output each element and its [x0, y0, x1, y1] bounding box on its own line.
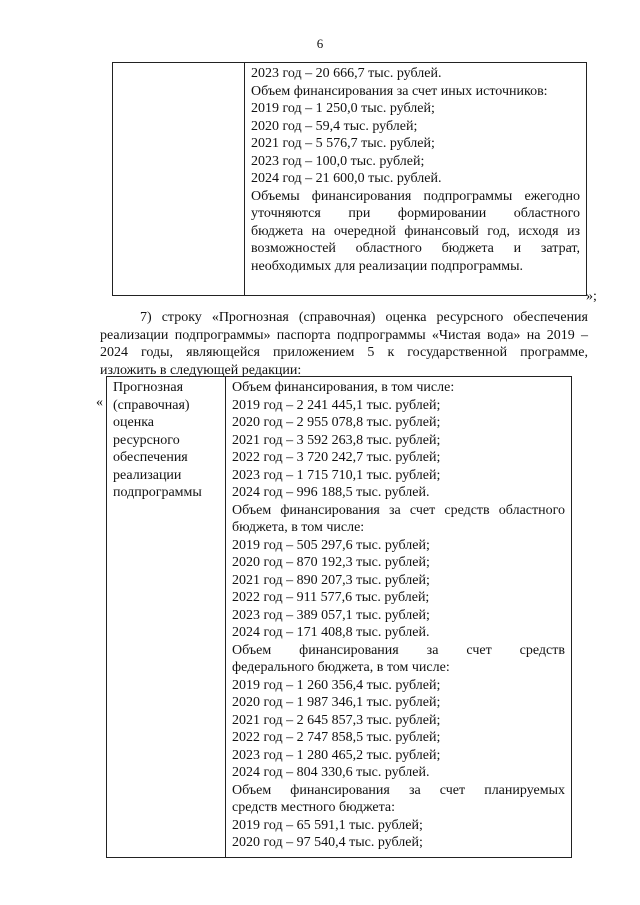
federal-line: 2021 год – 2 645 857,3 тыс. рублей; — [232, 712, 441, 728]
funding-line: 2024 год – 21 600,0 тыс. рублей. — [251, 171, 442, 186]
regional-header: Объем финансирования за счет средств областного — [232, 502, 565, 518]
funding-table-label-cell — [107, 377, 226, 858]
note-line: Объемы финансирования подпрограммы ежегодно — [251, 188, 580, 204]
federal-header: федерального бюджета, в том числе: — [232, 660, 450, 675]
label-line: (справочная) — [113, 397, 190, 413]
funding-table-content-cell — [226, 377, 572, 858]
funding-line: 2020 год – 59,4 тыс. рублей; — [251, 118, 418, 134]
paragraph-line: реализации подпрограммы» паспорта подпрограммы «Чистая вода» на 2019 – — [100, 327, 588, 343]
total-header: Объем финансирования, в том числе: — [232, 380, 455, 395]
local-header: Объем финансирования за счет планируемых — [232, 782, 565, 798]
regional-line: 2022 год – 911 577,6 тыс. рублей; — [232, 590, 430, 605]
federal-line: 2020 год – 1 987 346,1 тыс. рублей; — [232, 695, 441, 710]
opening-quote: « — [96, 395, 103, 410]
total-line: 2022 год – 3 720 242,7 тыс. рублей; — [232, 450, 441, 465]
top-table — [112, 62, 587, 296]
total-line: 2021 год – 3 592 263,8 тыс. рублей; — [232, 432, 441, 448]
local-line: 2019 год – 65 591,1 тыс. рублей; — [232, 817, 423, 833]
paragraph-line: 2024 годы, являющейся приложением 5 к государственной программе, — [100, 345, 588, 360]
federal-header: Объем финансирования за счет средств — [232, 642, 565, 658]
label-line: реализации — [113, 467, 182, 483]
funding-header: Объем финансирования за счет иных источников: — [251, 83, 548, 99]
regional-line: 2020 год – 870 192,3 тыс. рублей; — [232, 555, 430, 570]
funding-line: 2019 год – 1 250,0 тыс. рублей; — [251, 101, 435, 116]
label-line: ресурсного — [113, 432, 180, 448]
page-number: 6 — [316, 36, 324, 51]
funding-line: 2023 год – 100,0 тыс. рублей; — [251, 153, 425, 169]
regional-line: 2024 год – 171 408,8 тыс. рублей. — [232, 625, 430, 640]
total-line: 2023 год – 1 715 710,1 тыс. рублей; — [232, 467, 441, 483]
local-header: средств местного бюджета: — [232, 800, 396, 815]
regional-line: 2023 год – 389 057,1 тыс. рублей; — [232, 607, 430, 623]
label-line: Прогнозная — [113, 380, 184, 395]
total-line: 2019 год – 2 241 445,1 тыс. рублей; — [232, 397, 441, 413]
label-line: оценка — [113, 415, 155, 430]
federal-line: 2024 год – 804 330,6 тыс. рублей. — [232, 765, 430, 780]
note-line: возможностей областного бюджета и затрат, — [251, 241, 580, 256]
note-line: бюджета на очередной финансовый год, исходя из — [251, 223, 580, 239]
federal-line: 2019 год – 1 260 356,4 тыс. рублей; — [232, 677, 441, 693]
regional-header: бюджета, в том числе: — [232, 520, 365, 535]
note-line: необходимых для реализации подпрограммы. — [251, 258, 523, 274]
total-line: 2020 год – 2 955 078,8 тыс. рублей; — [232, 415, 441, 430]
label-line: подпрограммы — [113, 485, 202, 500]
paragraph-line: 7) строку «Прогнозная (справочная) оценка ресурсного обеспечения — [140, 310, 588, 325]
top-table-label-cell — [113, 63, 245, 296]
closing-quote: »; — [586, 289, 597, 304]
paragraph-line: изложить в следующей редакции: — [100, 362, 302, 378]
funding-table — [106, 376, 572, 858]
funding-line: 2023 год – 20 666,7 тыс. рублей. — [251, 66, 442, 81]
regional-line: 2019 год – 505 297,6 тыс. рублей; — [232, 537, 430, 553]
federal-line: 2023 год – 1 280 465,2 тыс. рублей; — [232, 747, 441, 763]
label-line: обеспечения — [113, 450, 188, 465]
top-table-content-cell — [245, 63, 587, 296]
total-line: 2024 год – 996 188,5 тыс. рублей. — [232, 485, 430, 500]
amendment-paragraph — [100, 309, 588, 379]
local-line: 2020 год – 97 540,4 тыс. рублей; — [232, 835, 423, 850]
funding-line: 2021 год – 5 576,7 тыс. рублей; — [251, 136, 435, 151]
federal-line: 2022 год – 2 747 858,5 тыс. рублей; — [232, 730, 441, 745]
regional-line: 2021 год – 890 207,3 тыс. рублей; — [232, 572, 430, 588]
note-line: уточняются при формировании областного — [251, 206, 580, 221]
